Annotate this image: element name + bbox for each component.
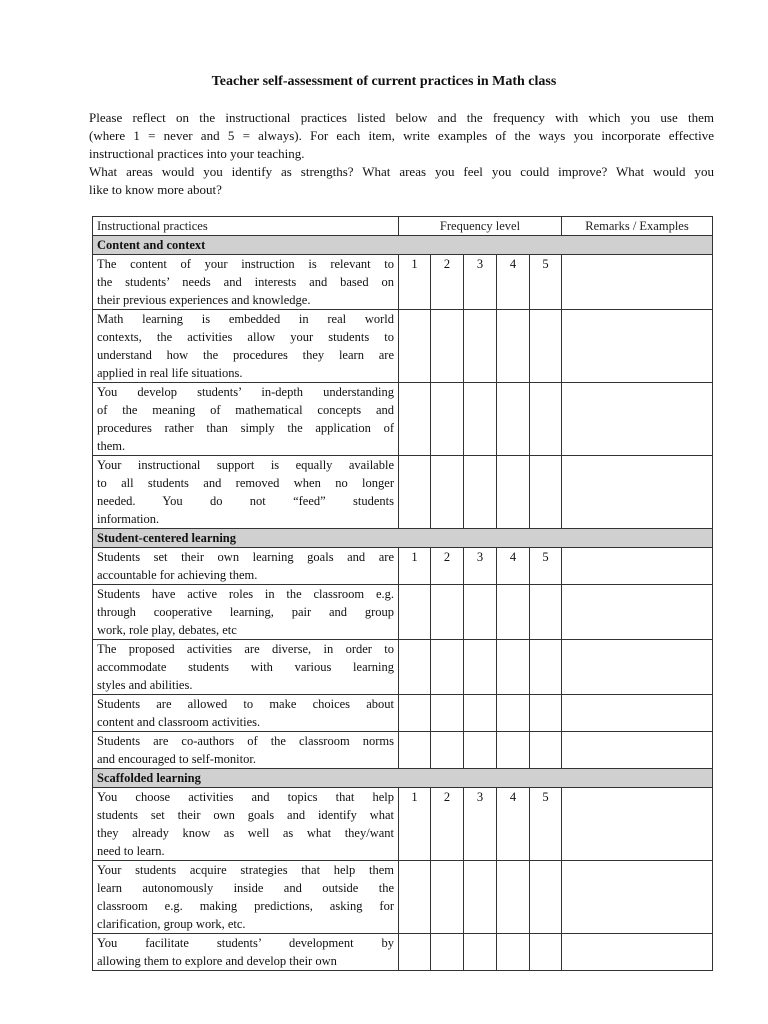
practice-row [93,310,713,383]
frequency-cell-5[interactable]: 5 [530,548,562,585]
frequency-cell-1[interactable]: 1 [399,548,431,585]
practice-line: content and classroom activities. [97,715,261,729]
frequency-cell-2[interactable] [431,934,464,971]
practice-line: classroom e.g. making predictions, asking for [97,899,394,913]
frequency-cell-4[interactable] [497,585,530,640]
practice-line: allowing them to explore and develop their own [97,954,337,968]
practice-description [93,585,399,640]
practice-line: clarification, group work, etc. [97,917,246,931]
frequency-cell-2[interactable] [431,732,464,769]
practice-line: procedures rather than simply the application of [97,421,394,435]
practice-description [93,788,399,861]
practice-row [93,934,713,971]
header-remarks: Remarks / Examples [562,217,713,236]
remarks-cell[interactable] [562,383,713,456]
remarks-cell[interactable] [562,934,713,971]
practice-line: The content of your instruction is relevant to [97,257,394,271]
intro-line: instructional practices into your teaching. [89,146,305,161]
frequency-cell-1[interactable] [399,383,431,456]
practice-description [93,640,399,695]
practice-line: Students have active roles in the classroom e.g. [97,587,394,601]
remarks-cell[interactable] [562,788,713,861]
frequency-cell-5[interactable] [530,934,562,971]
frequency-cell-5[interactable] [530,310,562,383]
frequency-cell-4[interactable]: 4 [497,548,530,585]
practice-line: through cooperative learning, pair and group [97,605,394,619]
frequency-cell-3[interactable]: 3 [464,548,497,585]
practice-line: their previous experiences and knowledge. [97,293,311,307]
practice-line: Students are allowed to make choices about [97,697,394,711]
remarks-cell[interactable] [562,456,713,529]
practice-line: Students are co-authors of the classroom norms [97,734,394,748]
section-header-row [93,529,713,548]
frequency-cell-3[interactable] [464,310,497,383]
frequency-cell-1[interactable]: 1 [399,255,431,310]
assessment-table [92,216,713,971]
remarks-cell[interactable] [562,255,713,310]
frequency-cell-5[interactable] [530,383,562,456]
frequency-cell-1[interactable] [399,695,431,732]
frequency-cell-5[interactable]: 5 [530,788,562,861]
frequency-cell-2[interactable] [431,640,464,695]
practice-line: You develop students’ in-depth understanding [97,385,394,399]
practice-line: of the meaning of mathematical concepts and [97,403,394,417]
section-header-row [93,769,713,788]
table-header-row [93,217,713,236]
frequency-cell-4[interactable] [497,456,530,529]
practice-line: them. [97,439,126,453]
practice-line: Your students acquire strategies that help them [97,863,394,877]
remarks-cell[interactable] [562,695,713,732]
practice-line: students set their own goals and identify what [97,808,394,822]
practice-line: The proposed activities are diverse, in order to [97,642,394,656]
practice-line: information. [97,512,160,526]
practice-line: they already know as well as what they/want [97,826,394,840]
remarks-cell[interactable] [562,640,713,695]
frequency-cell-3[interactable] [464,861,497,934]
frequency-cell-1[interactable] [399,456,431,529]
frequency-cell-2[interactable] [431,383,464,456]
practice-row [93,640,713,695]
remarks-cell[interactable] [562,310,713,383]
frequency-cell-5[interactable] [530,456,562,529]
frequency-cell-2[interactable] [431,695,464,732]
section-title: Student-centered learning [93,529,713,548]
practice-description [93,548,399,585]
frequency-cell-5[interactable] [530,585,562,640]
frequency-cell-3[interactable] [464,640,497,695]
frequency-cell-2[interactable]: 2 [431,548,464,585]
header-practices: Instructional practices [93,217,399,236]
frequency-cell-3[interactable] [464,456,497,529]
frequency-cell-1[interactable] [399,732,431,769]
section-title: Scaffolded learning [93,769,713,788]
remarks-cell[interactable] [562,732,713,769]
frequency-cell-3[interactable] [464,732,497,769]
practice-description [93,255,399,310]
frequency-cell-4[interactable] [497,383,530,456]
practice-row [93,548,713,585]
frequency-cell-3[interactable] [464,383,497,456]
frequency-cell-1[interactable] [399,310,431,383]
frequency-cell-2[interactable]: 2 [431,255,464,310]
practice-line: the students’ needs and interests and based on [97,275,394,289]
practice-description [93,383,399,456]
frequency-cell-2[interactable] [431,585,464,640]
document-title: Teacher self-assessment of current practices in Math class [211,74,557,89]
section-title: Content and context [93,236,713,255]
practice-line: learn autonomously inside and outside the [97,881,394,895]
practice-line: Your instructional support is equally available [97,458,394,472]
frequency-cell-4[interactable]: 4 [497,788,530,861]
practice-line: work, role play, debates, etc [97,623,237,637]
practice-line: needed. You do not “feed” students [97,494,394,508]
practice-line: and encouraged to self-monitor. [97,752,256,766]
practice-description [93,695,399,732]
frequency-cell-4[interactable] [497,934,530,971]
practice-row [93,732,713,769]
frequency-cell-3[interactable] [464,585,497,640]
frequency-cell-4[interactable]: 4 [497,255,530,310]
section-header-row [93,236,713,255]
remarks-cell[interactable] [562,548,713,585]
frequency-cell-4[interactable] [497,695,530,732]
practice-description [93,861,399,934]
practice-line: contexts, the activities allow your students to [97,330,394,344]
practice-description [93,934,399,971]
practice-line: Math learning is embedded in real world [97,312,394,326]
practice-line: You facilitate students’ development by [97,936,394,950]
header-frequency: Frequency level [399,217,562,236]
frequency-cell-2[interactable] [431,456,464,529]
frequency-cell-3[interactable] [464,934,497,971]
instructions-paragraph [89,109,714,199]
practice-row [93,255,713,310]
practice-row [93,456,713,529]
frequency-cell-5[interactable] [530,732,562,769]
practice-row [93,861,713,934]
practice-line: applied in real life situations. [97,366,243,380]
frequency-cell-4[interactable] [497,861,530,934]
practice-description [93,310,399,383]
frequency-cell-5[interactable] [530,861,562,934]
practice-line: to all students and removed when no longer [97,476,394,490]
frequency-cell-1[interactable] [399,640,431,695]
intro-line: like to know more about? [89,182,222,197]
practice-line: You choose activities and topics that help [97,790,394,804]
frequency-cell-3[interactable]: 3 [464,788,497,861]
practice-row [93,788,713,861]
intro-line: (where 1 = never and 5 = always). For each item, write examples of the ways you incorporate effective [89,128,714,143]
practice-line: accommodate students with various learning [97,660,394,674]
frequency-cell-2[interactable]: 2 [431,788,464,861]
remarks-cell[interactable] [562,585,713,640]
practice-line: understand how the procedures they learn are [97,348,394,362]
frequency-cell-2[interactable] [431,310,464,383]
practice-line: accountable for achieving them. [97,568,258,582]
intro-line: Please reflect on the instructional practices listed below and the frequency with which you use them [89,110,714,125]
practice-description [93,456,399,529]
frequency-cell-1[interactable] [399,861,431,934]
intro-line: What areas would you identify as strengths? What areas you feel you could improve? What would you [89,164,714,179]
frequency-cell-4[interactable] [497,640,530,695]
frequency-cell-5[interactable]: 5 [530,255,562,310]
frequency-cell-3[interactable] [464,695,497,732]
frequency-cell-3[interactable]: 3 [464,255,497,310]
frequency-cell-1[interactable] [399,585,431,640]
practice-line: styles and abilities. [97,678,193,692]
practice-description [93,732,399,769]
frequency-cell-1[interactable] [399,934,431,971]
practice-row [93,383,713,456]
frequency-cell-4[interactable] [497,732,530,769]
frequency-cell-5[interactable] [530,695,562,732]
frequency-cell-2[interactable] [431,861,464,934]
frequency-cell-1[interactable]: 1 [399,788,431,861]
practice-line: need to learn. [97,844,165,858]
practice-line: Students set their own learning goals and are [97,550,394,564]
frequency-cell-5[interactable] [530,640,562,695]
practice-row [93,695,713,732]
practice-row [93,585,713,640]
remarks-cell[interactable] [562,861,713,934]
frequency-cell-4[interactable] [497,310,530,383]
